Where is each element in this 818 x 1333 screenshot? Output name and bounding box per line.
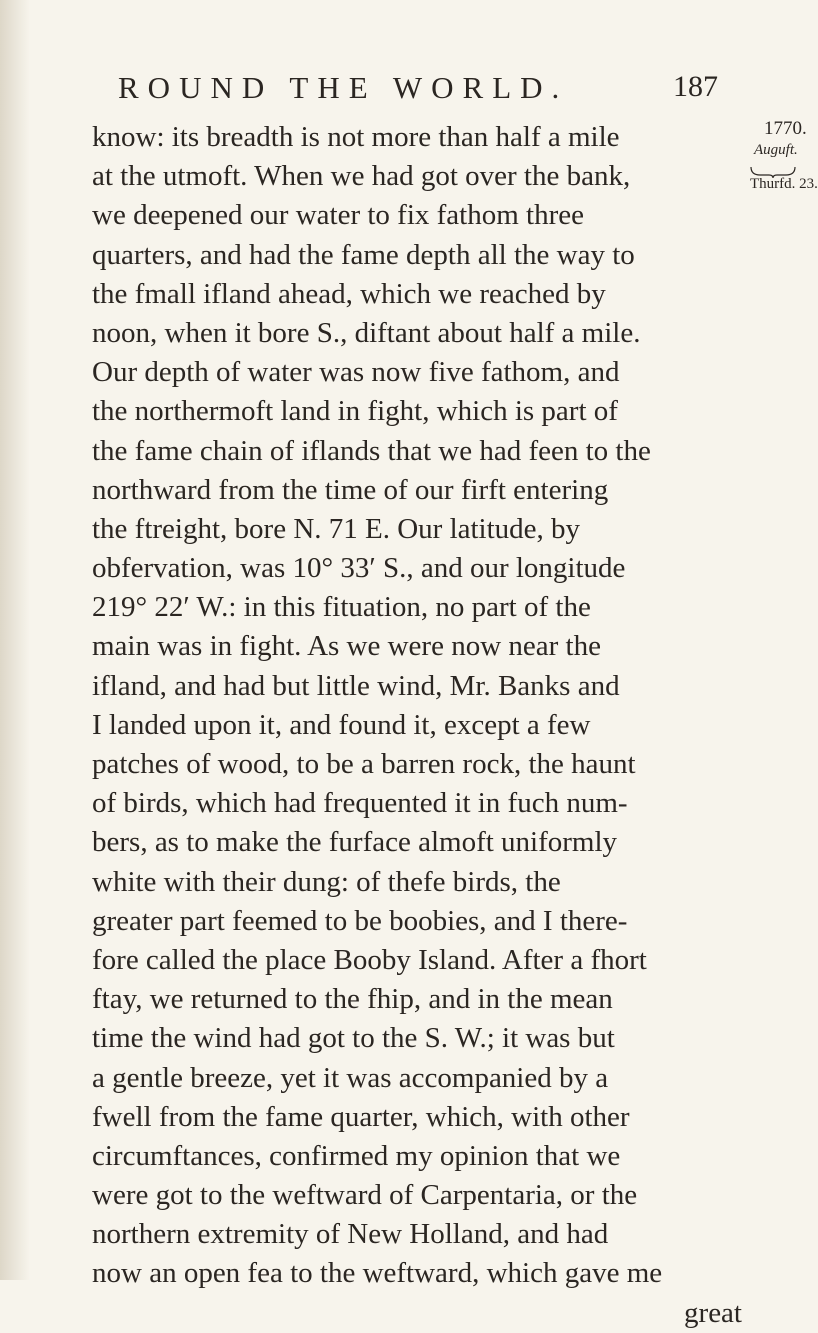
text-line: main was in fight. As we were now near the [92, 630, 601, 663]
text-line: northward from the time of our firft entering [92, 473, 609, 506]
text-line: circumftances, confirmed my opinion that we [92, 1139, 621, 1172]
page-number: 187 [673, 70, 718, 103]
text-line: time the wind had got to the S. W.; it was but [92, 1022, 615, 1055]
text-line: the fame chain of iflands that we had feen to the [92, 434, 651, 467]
text-line: quarters, and had the fame depth all the way to [92, 238, 635, 271]
text-line: the fmall ifland ahead, which we reached by [92, 277, 606, 310]
text-line: fore called the place Booby Island. After a fhort [92, 943, 647, 976]
text-line: we deepened our water to fix fathom three [92, 199, 584, 232]
text-line: Our depth of water was now five fathom, and [92, 356, 620, 389]
text-line: patches of wood, to be a barren rock, the haunt [92, 748, 636, 780]
text-line: 219° 22′ W.: in this fituation, no part of the [92, 591, 591, 624]
text-line: the northermoft land in fight, which is part of [92, 395, 618, 428]
text-line: northern extremity of New Holland, and had [92, 1218, 609, 1251]
margin-day: Thurfd. 23. [750, 176, 818, 192]
text-line: white with their dung: of thefe birds, the [92, 865, 561, 898]
text-line: were got to the weftward of Carpentaria, or the [92, 1179, 638, 1212]
margin-month: Auguft. [754, 142, 798, 158]
text-line: ftay, we returned to the fhip, and in the mean [92, 983, 613, 1016]
text-line: greater part feemed to be boobies, and I there- [92, 904, 628, 937]
text-line: the ftreight, bore N. 71 E. Our latitude, by [92, 512, 581, 545]
text-line: at the utmoft. When we had got over the bank, [92, 160, 631, 193]
text-line: I landed upon it, and found it, except a few [92, 708, 591, 741]
body-text [92, 118, 742, 1333]
text-line: obfervation, was 10° 33′ S., and our longitude [92, 552, 626, 585]
text-line: now an open fea to the weftward, which gave me [92, 1257, 663, 1290]
running-head: ROUND THE WORLD. [118, 70, 569, 105]
text-line: noon, when it bore S., diftant about half a mile. [92, 316, 641, 349]
text-line: know: its breadth is not more than half a mile [92, 121, 620, 153]
text-line: of birds, which had frequented it in fuch num- [92, 787, 628, 820]
text-line: a gentle breeze, yet it was accompanied by a [92, 1061, 609, 1094]
page-header [118, 70, 718, 110]
margin-year: 1770. [764, 118, 807, 139]
text-line: fwell from the fame quarter, which, with other [92, 1100, 630, 1133]
text-line: ifland, and had but little wind, Mr. Banks and [92, 669, 620, 702]
catchword: great [684, 1296, 742, 1329]
text-line: bers, as to make the furface almoft uniformly [92, 826, 618, 859]
page-edge-shadow [0, 0, 30, 1280]
